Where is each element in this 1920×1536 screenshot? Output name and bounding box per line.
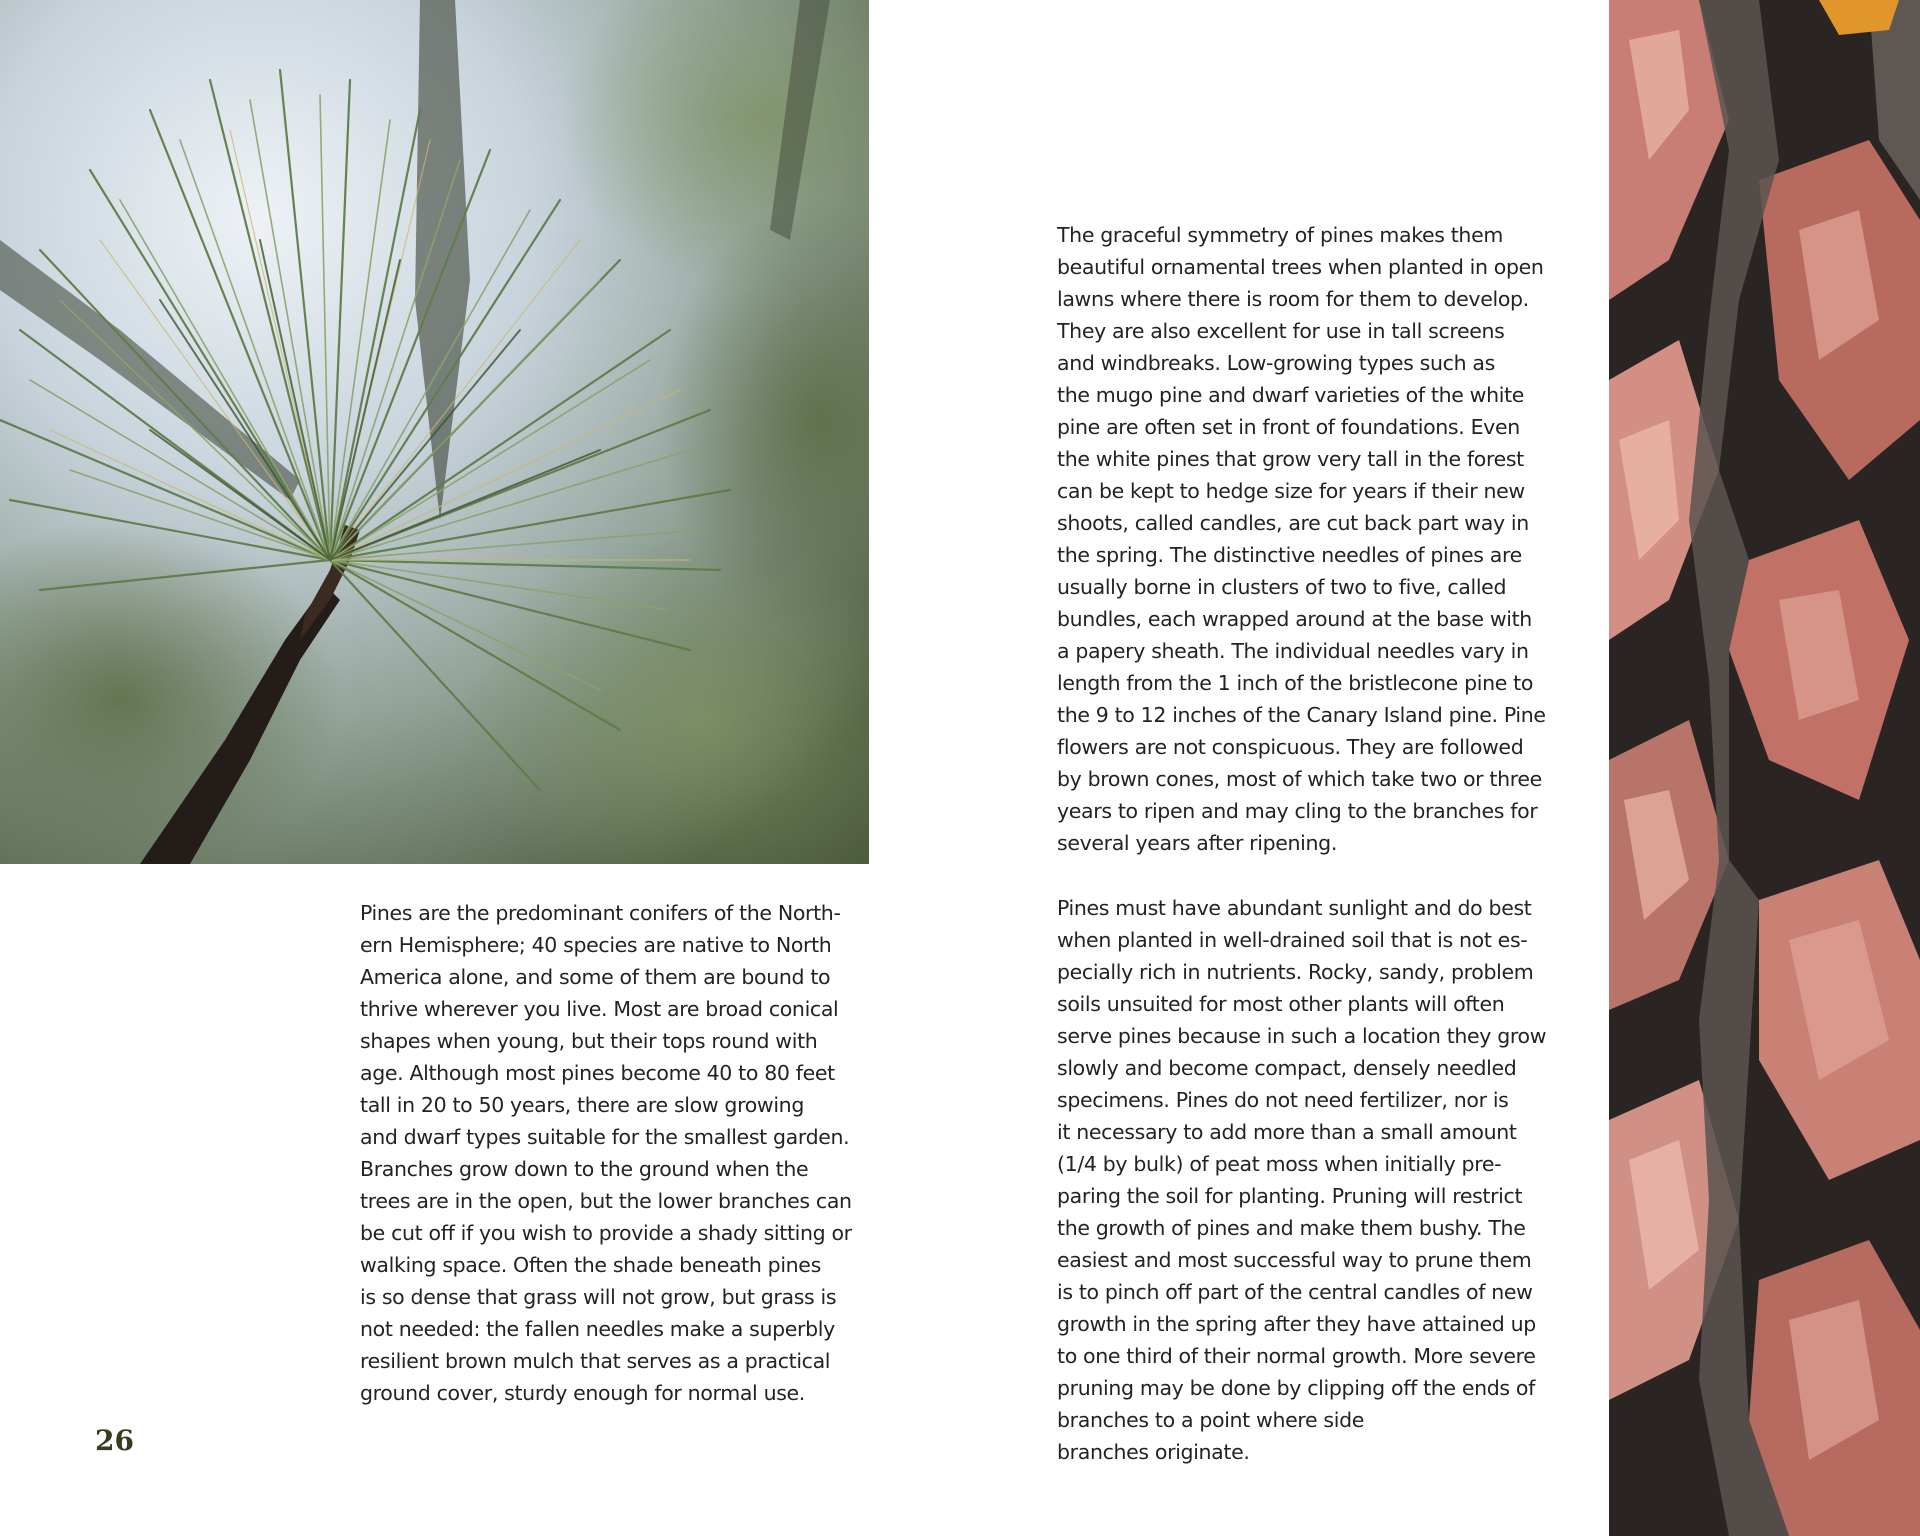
pine-needles-illustration: [0, 0, 869, 864]
body-paragraph-right-bottom: Pines must have abundant sunlight and do best when planted in well-drained soil that is not es- pecially rich in nutrients. Rocky, sandy, problem soils unsuited for most other plants will often serve pines because in such a location they grow slowly and become compact, densely needled specimens. Pines do not need fertilizer, nor is it necessary to add more than a small amount (1/4 by bulk) of peat moss when initially pre- paring the soil for planting. Pruning will restrict the growth of pines and make them bushy. The easiest and most successful way to prune them is to pinch off part of the central candles of new growth in the spring after they have attained up to one third of their normal growth. More severe pruning may be done by clipping off the ends of branches to a point where side branches originate.: [1057, 896, 1547, 1464]
body-paragraph-left: Pines are the predominant conifers of the North- ern Hemisphere; 40 species are native to North America alone, and some of them are bound to thrive wherever you live. Most are broad conical shapes when young, but their tops round with age. Although most pines become 40 to 80 feet tall in 20 to 50 years, there are slow growing and dwarf types suitable for the smallest garden. Branches grow down to the ground when the trees are in the open, but the lower branches can be cut off if you wish to provide a shady sitting or walking space. Often the shade beneath pines is so dense that grass will not grow, but grass is not needed: the fallen needles make a superbly resilient brown mulch that serves as a practical ground cover, sturdy enough for normal use.: [360, 901, 852, 1405]
pine-bark-illustration: [1609, 0, 1920, 1536]
pine-bark-photo: [1609, 0, 1920, 1536]
body-paragraph-right-top: The graceful symmetry of pines makes them beautiful ornamental trees when planted in open lawns where there is room for them to develop. They are also excellent for use in tall screens and windbreaks. Low-growing types such as the mugo pine and dwarf varieties of the white pine are often set in front of foundations. Even the white pines that grow very tall in the forest can be kept to hedge size for years if their new shoots, called candles, are cut back part way in the spring. The distinctive needles of pines are usually borne in clusters of two to five, called bundles, each wrapped around at the base with a papery sheath. The individual needles vary in length from the 1 inch of the bristlecone pine to the 9 to 12 inches of the Canary Island pine. Pine flowers are not conspicuous. They are followed by brown cones, most of which take two or three years to ripen and may cling to the branches for several years after ripening.: [1057, 223, 1546, 855]
page-number: 26: [95, 1424, 134, 1457]
pine-needles-photo: [0, 0, 869, 864]
